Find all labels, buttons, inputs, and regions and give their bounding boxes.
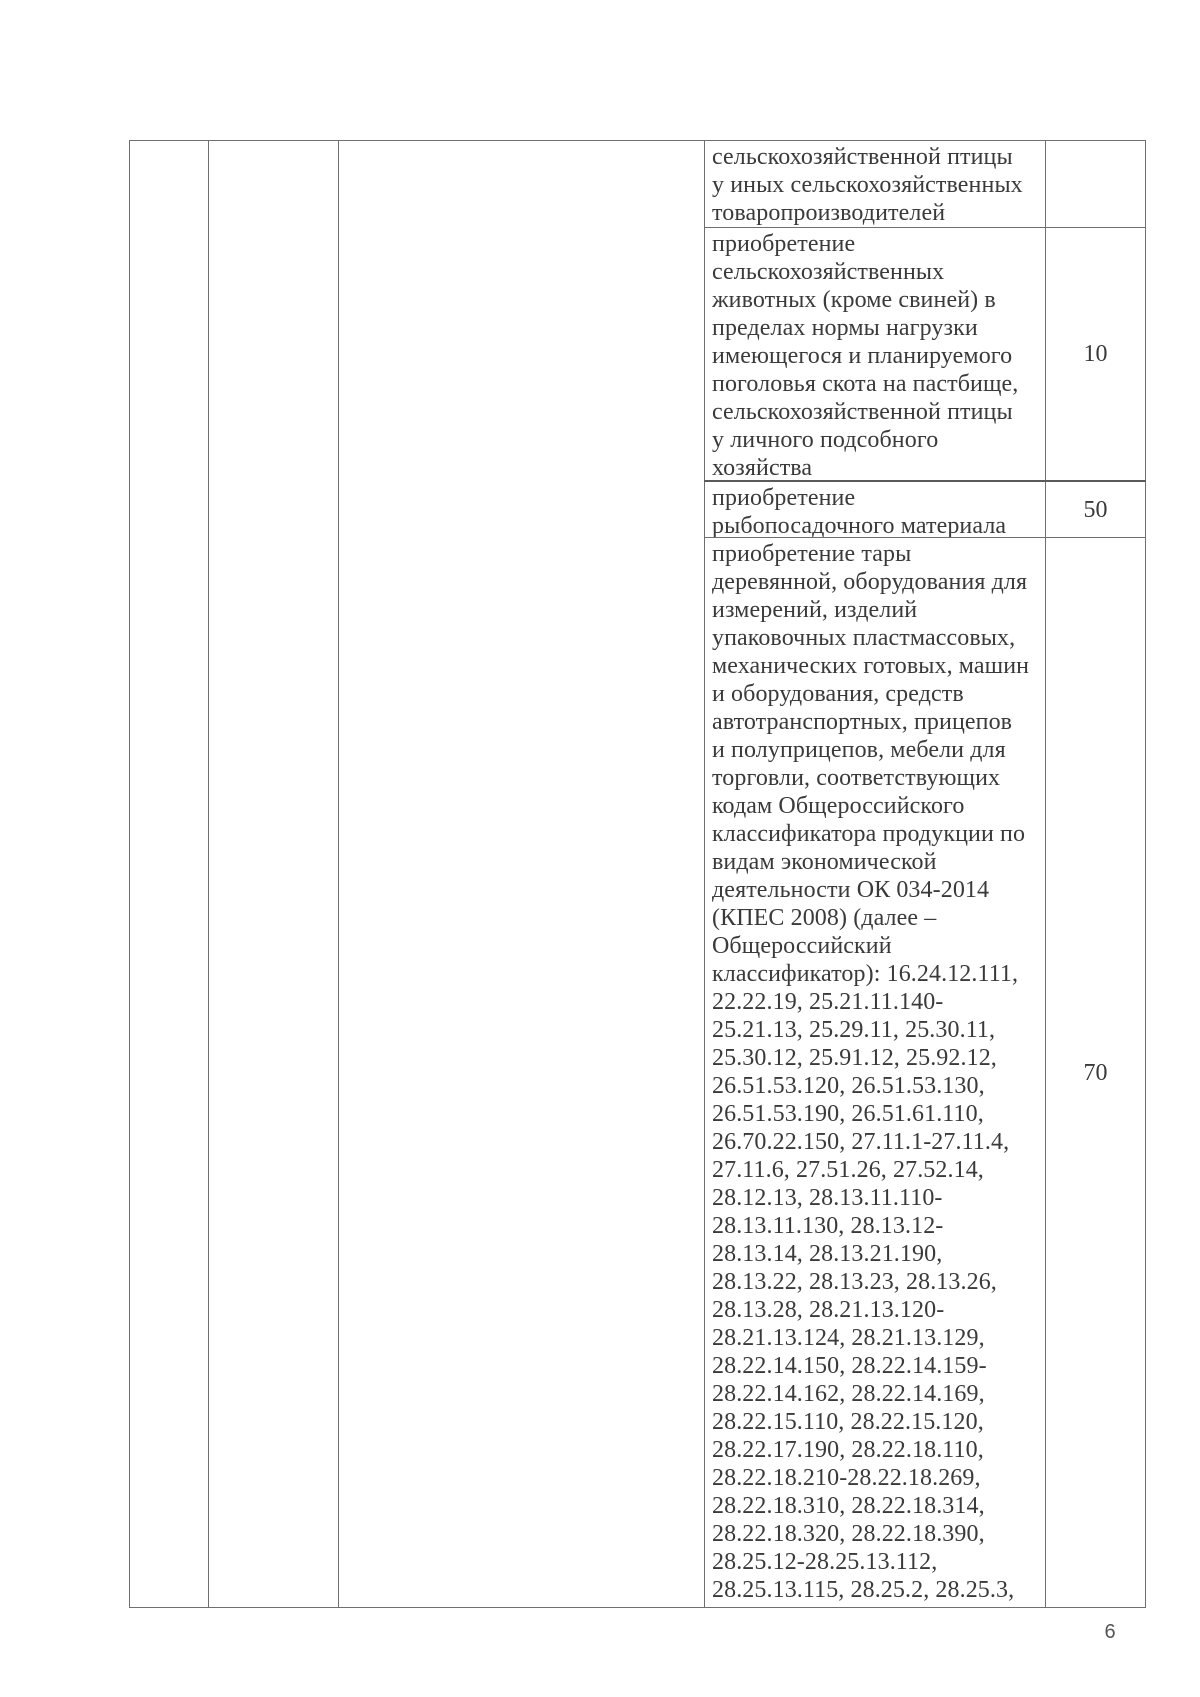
text-line: пределах нормы нагрузки (712, 315, 978, 341)
text-line: 26.51.53.120, 26.51.53.130, (712, 1073, 985, 1099)
text-line: 28.22.18.320, 28.22.18.390, (712, 1521, 985, 1547)
column-divider (338, 140, 339, 1608)
text-line: 27.11.6, 27.51.26, 27.52.14, (712, 1157, 984, 1183)
empty-cell-column-2 (209, 141, 338, 1607)
text-line: 22.22.19, 25.21.11.140- (712, 989, 944, 1015)
text-line: 28.22.14.162, 28.22.14.169, (712, 1381, 985, 1407)
text-line: хозяйства (712, 455, 813, 480)
text-line: рыбопосадочного материала (712, 513, 1007, 537)
text-line: 25.21.13, 25.29.11, 25.30.11, (712, 1017, 996, 1043)
text-line: 26.51.53.190, 26.51.61.110, (712, 1101, 984, 1127)
text-line: 28.13.28, 28.21.13.120- (712, 1297, 945, 1323)
description-cell-row-3 (705, 482, 1045, 537)
text-line: 28.22.18.310, 28.22.18.314, (712, 1493, 985, 1519)
text-line: деятельности ОК 034-2014 (712, 877, 990, 903)
text-line: 28.21.13.124, 28.21.13.129, (712, 1325, 985, 1351)
description-cell-row-1 (705, 141, 1045, 227)
value-cell-row-2 (1046, 228, 1145, 480)
text-line: 28.13.22, 28.13.23, 28.13.26, (712, 1269, 997, 1295)
text-line: (КПЕС 2008) (далее – (712, 905, 937, 931)
text-line: 28.13.11.130, 28.13.12- (712, 1213, 944, 1239)
text-line: механических готовых, машин (712, 653, 1030, 679)
text-line: приобретение (712, 231, 856, 257)
value-cell-row-3 (1046, 482, 1145, 537)
text-line: 28.22.15.110, 28.22.15.120, (712, 1409, 984, 1435)
text-line: автотранспортных, прицепов (712, 709, 1013, 735)
text-line: у иных сельскохозяйственных (712, 172, 1023, 198)
text-line: сельскохозяйственной птицы (712, 144, 1013, 170)
value-cell-row-1 (1046, 141, 1145, 227)
value-cell-row-4 (1046, 538, 1145, 1607)
text-line: поголовья скота на пастбище, (712, 371, 1019, 397)
empty-cell-column-1 (130, 141, 208, 1607)
value-text: 50 (1083, 496, 1108, 523)
text-line: сельскохозяйственной птицы (712, 399, 1013, 425)
text-line: торговли, соответствующих (712, 765, 1001, 791)
text-line: деревянной, оборудования для (712, 569, 1028, 595)
text-line: сельскохозяйственных (712, 259, 945, 285)
text-line: у личного подсобного (712, 427, 939, 453)
empty-cell-column-3 (339, 141, 704, 1607)
text-line: видам экономической (712, 849, 937, 875)
value-text: 70 (1083, 1059, 1108, 1086)
text-line: животных (кроме свиней) в (712, 287, 996, 313)
text-line: 28.22.18.210-28.22.18.269, (712, 1465, 981, 1491)
text-line: 28.12.13, 28.13.11.110- (712, 1185, 943, 1211)
text-line: 28.13.14, 28.13.21.190, (712, 1241, 943, 1267)
description-cell-row-2 (705, 228, 1045, 480)
text-line: 28.25.12-28.25.13.112, (712, 1549, 938, 1575)
text-line: товаропроизводителей (712, 200, 946, 226)
value-text: 10 (1083, 341, 1108, 367)
text-line: измерений, изделий (712, 597, 918, 623)
text-line: классификатор): 16.24.12.111, (712, 961, 1019, 987)
text-line: 28.25.13.115, 28.25.2, 28.25.3, (712, 1577, 1015, 1603)
column-divider (208, 140, 209, 1608)
text-line: 28.22.14.150, 28.22.14.159- (712, 1353, 987, 1379)
text-line: приобретение (712, 485, 856, 511)
text-line: упаковочных пластмассовых, (712, 625, 1016, 651)
text-line: классификатора продукции по (712, 821, 1026, 847)
text-line: 25.30.12, 25.91.12, 25.92.12, (712, 1045, 997, 1071)
text-line: приобретение тары (712, 541, 912, 567)
text-line: и полуприцепов, мебели для (712, 737, 1006, 763)
page-number: 6 (1104, 1621, 1116, 1643)
text-line: имеющегося и планируемого (712, 343, 1013, 369)
description-cell-row-4 (705, 538, 1045, 1607)
text-line: кодам Общероссийского (712, 793, 965, 819)
text-line: 26.70.22.150, 27.11.1-27.11.4, (712, 1129, 1010, 1155)
text-line: 28.22.17.190, 28.22.18.110, (712, 1437, 984, 1463)
text-line: Общероссийский (712, 933, 892, 959)
text-line: и оборудования, средств (712, 681, 964, 707)
